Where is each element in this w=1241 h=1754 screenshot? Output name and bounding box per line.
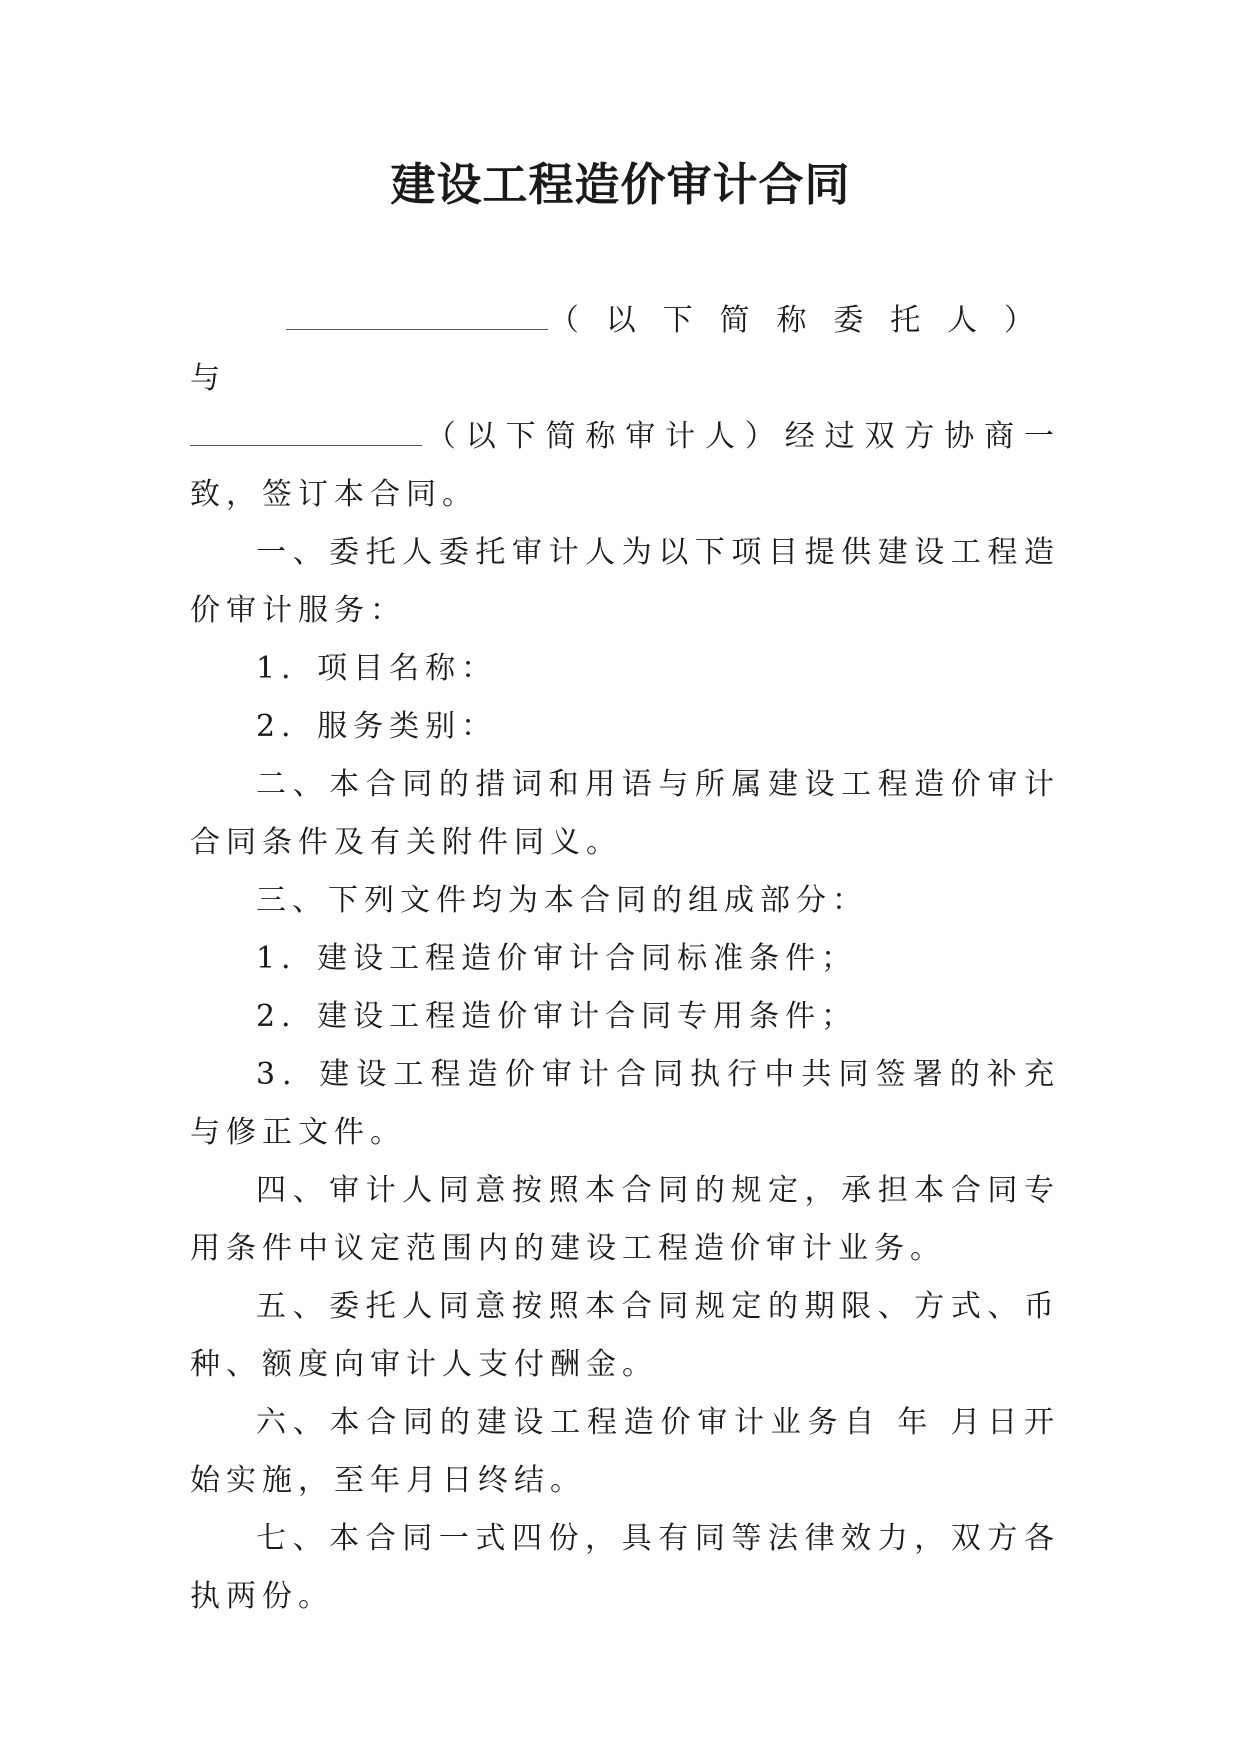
- document-body: [190, 292, 1060, 1626]
- clause-1-item-1: 1．项目名称：: [256, 651, 498, 686]
- document-title: 建设工程造价审计合同: [390, 158, 851, 211]
- intro-paragraph: [190, 292, 1060, 524]
- clause-6: 六、本合同的建设工程造价审计业务自 年 月日开始实施，至年月日终结。: [190, 1405, 1060, 1498]
- clause-1-item-2: 2．服务类别：: [256, 709, 498, 744]
- party-b-suffix: （以下简称审计人）经过双方协商一致，签订本合同。: [190, 419, 1060, 512]
- clause-7: 七、本合同一式四份，具有同等法律效力，双方各执两份。: [190, 1521, 1060, 1614]
- clause-3-item-1: 1．建设工程造价审计合同标准条件；: [256, 941, 858, 976]
- clause-2: 二、本合同的措词和用语与所属建设工程造价审计合同条件及有关附件同义。: [190, 767, 1060, 860]
- clause-3: 三、下列文件均为本合同的组成部分：: [256, 883, 868, 918]
- clause-1: 一、委托人委托审计人为以下项目提供建设工程造价审计服务：: [190, 535, 1060, 628]
- party-b-blank: [190, 415, 422, 446]
- clause-3-item-3: 3．建设工程造价审计合同执行中共同签署的补充与修正文件。: [190, 1057, 1060, 1150]
- clause-3-item-2: 2．建设工程造价审计合同专用条件；: [256, 999, 858, 1034]
- clause-4: 四、审计人同意按照本合同的规定，承担本合同专用条件中议定范围内的建设工程造价审计业务。: [190, 1173, 1060, 1266]
- party-a-suffix: （以下简称委托人）与: [190, 303, 1060, 396]
- party-a-blank: [286, 299, 548, 330]
- clause-5: 五、委托人同意按照本合同规定的期限、方式、币种、额度向审计人支付酬金。: [190, 1289, 1060, 1382]
